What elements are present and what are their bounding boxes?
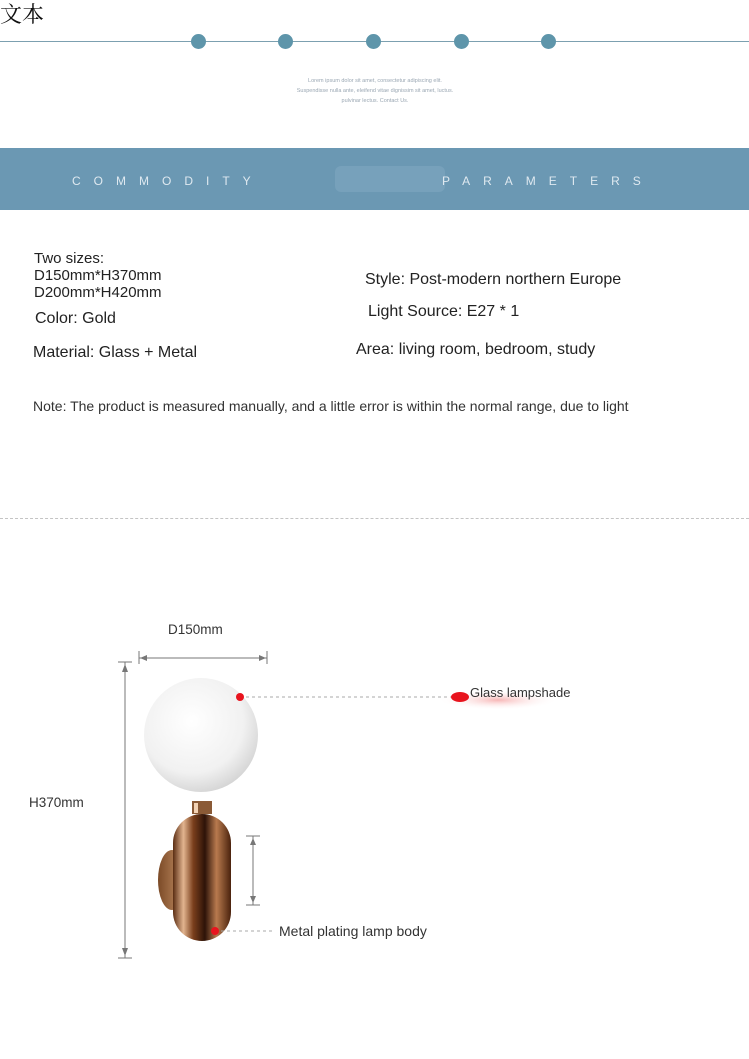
spec-size-small: D150mm*H370mm	[34, 267, 162, 284]
placeholder-line: Suspendisse nulla ante, eleifend vitae dignissim sit amet, luctus.	[296, 88, 454, 94]
banner-center-glow	[335, 166, 445, 192]
spec-style: Style: Post-modern northern Europe	[365, 271, 622, 288]
spec-size-large: D200mm*H420mm	[34, 284, 162, 301]
section-divider	[0, 518, 749, 519]
lamp-metal-body	[173, 814, 231, 941]
spec-sizes-title: Two sizes:	[34, 250, 105, 267]
corner-text-label: 文本	[0, 3, 45, 28]
glass-lampshade-label: Glass lampshade	[470, 685, 571, 700]
body-callout-dot	[211, 927, 219, 935]
spec-light-source: Light Source: E27 * 1	[368, 303, 520, 320]
lamp-diagram	[0, 520, 749, 1059]
timeline-dot	[454, 34, 469, 49]
height-label: H370mm	[29, 795, 84, 810]
timeline-dot	[541, 34, 556, 49]
glass-callout-dot	[236, 693, 244, 701]
banner-title-right: PARAMETERS	[442, 174, 654, 188]
metal-body-label: Metal plating lamp body	[279, 923, 427, 939]
measurement-note: Note: The product is measured manually, and a little error is within the normal range, due to light	[33, 398, 629, 414]
spec-sizes	[34, 250, 162, 301]
header-placeholder-text	[230, 76, 520, 106]
diameter-label: D150mm	[168, 622, 223, 637]
spec-area: Area: living room, bedroom, study	[356, 341, 596, 358]
timeline-dot	[366, 34, 381, 49]
banner-title-left: COMMODITY	[72, 174, 264, 188]
placeholder-line: Lorem ipsum dolor sit amet, consectetur adipiscing elit.	[308, 78, 442, 84]
spec-color: Color: Gold	[35, 310, 116, 327]
timeline-dot	[278, 34, 293, 49]
glass-callout-end	[451, 692, 469, 702]
spec-material: Material: Glass + Metal	[33, 344, 198, 361]
placeholder-line: pulvinar lectus. Contact Us.	[341, 98, 409, 104]
timeline-dot	[191, 34, 206, 49]
